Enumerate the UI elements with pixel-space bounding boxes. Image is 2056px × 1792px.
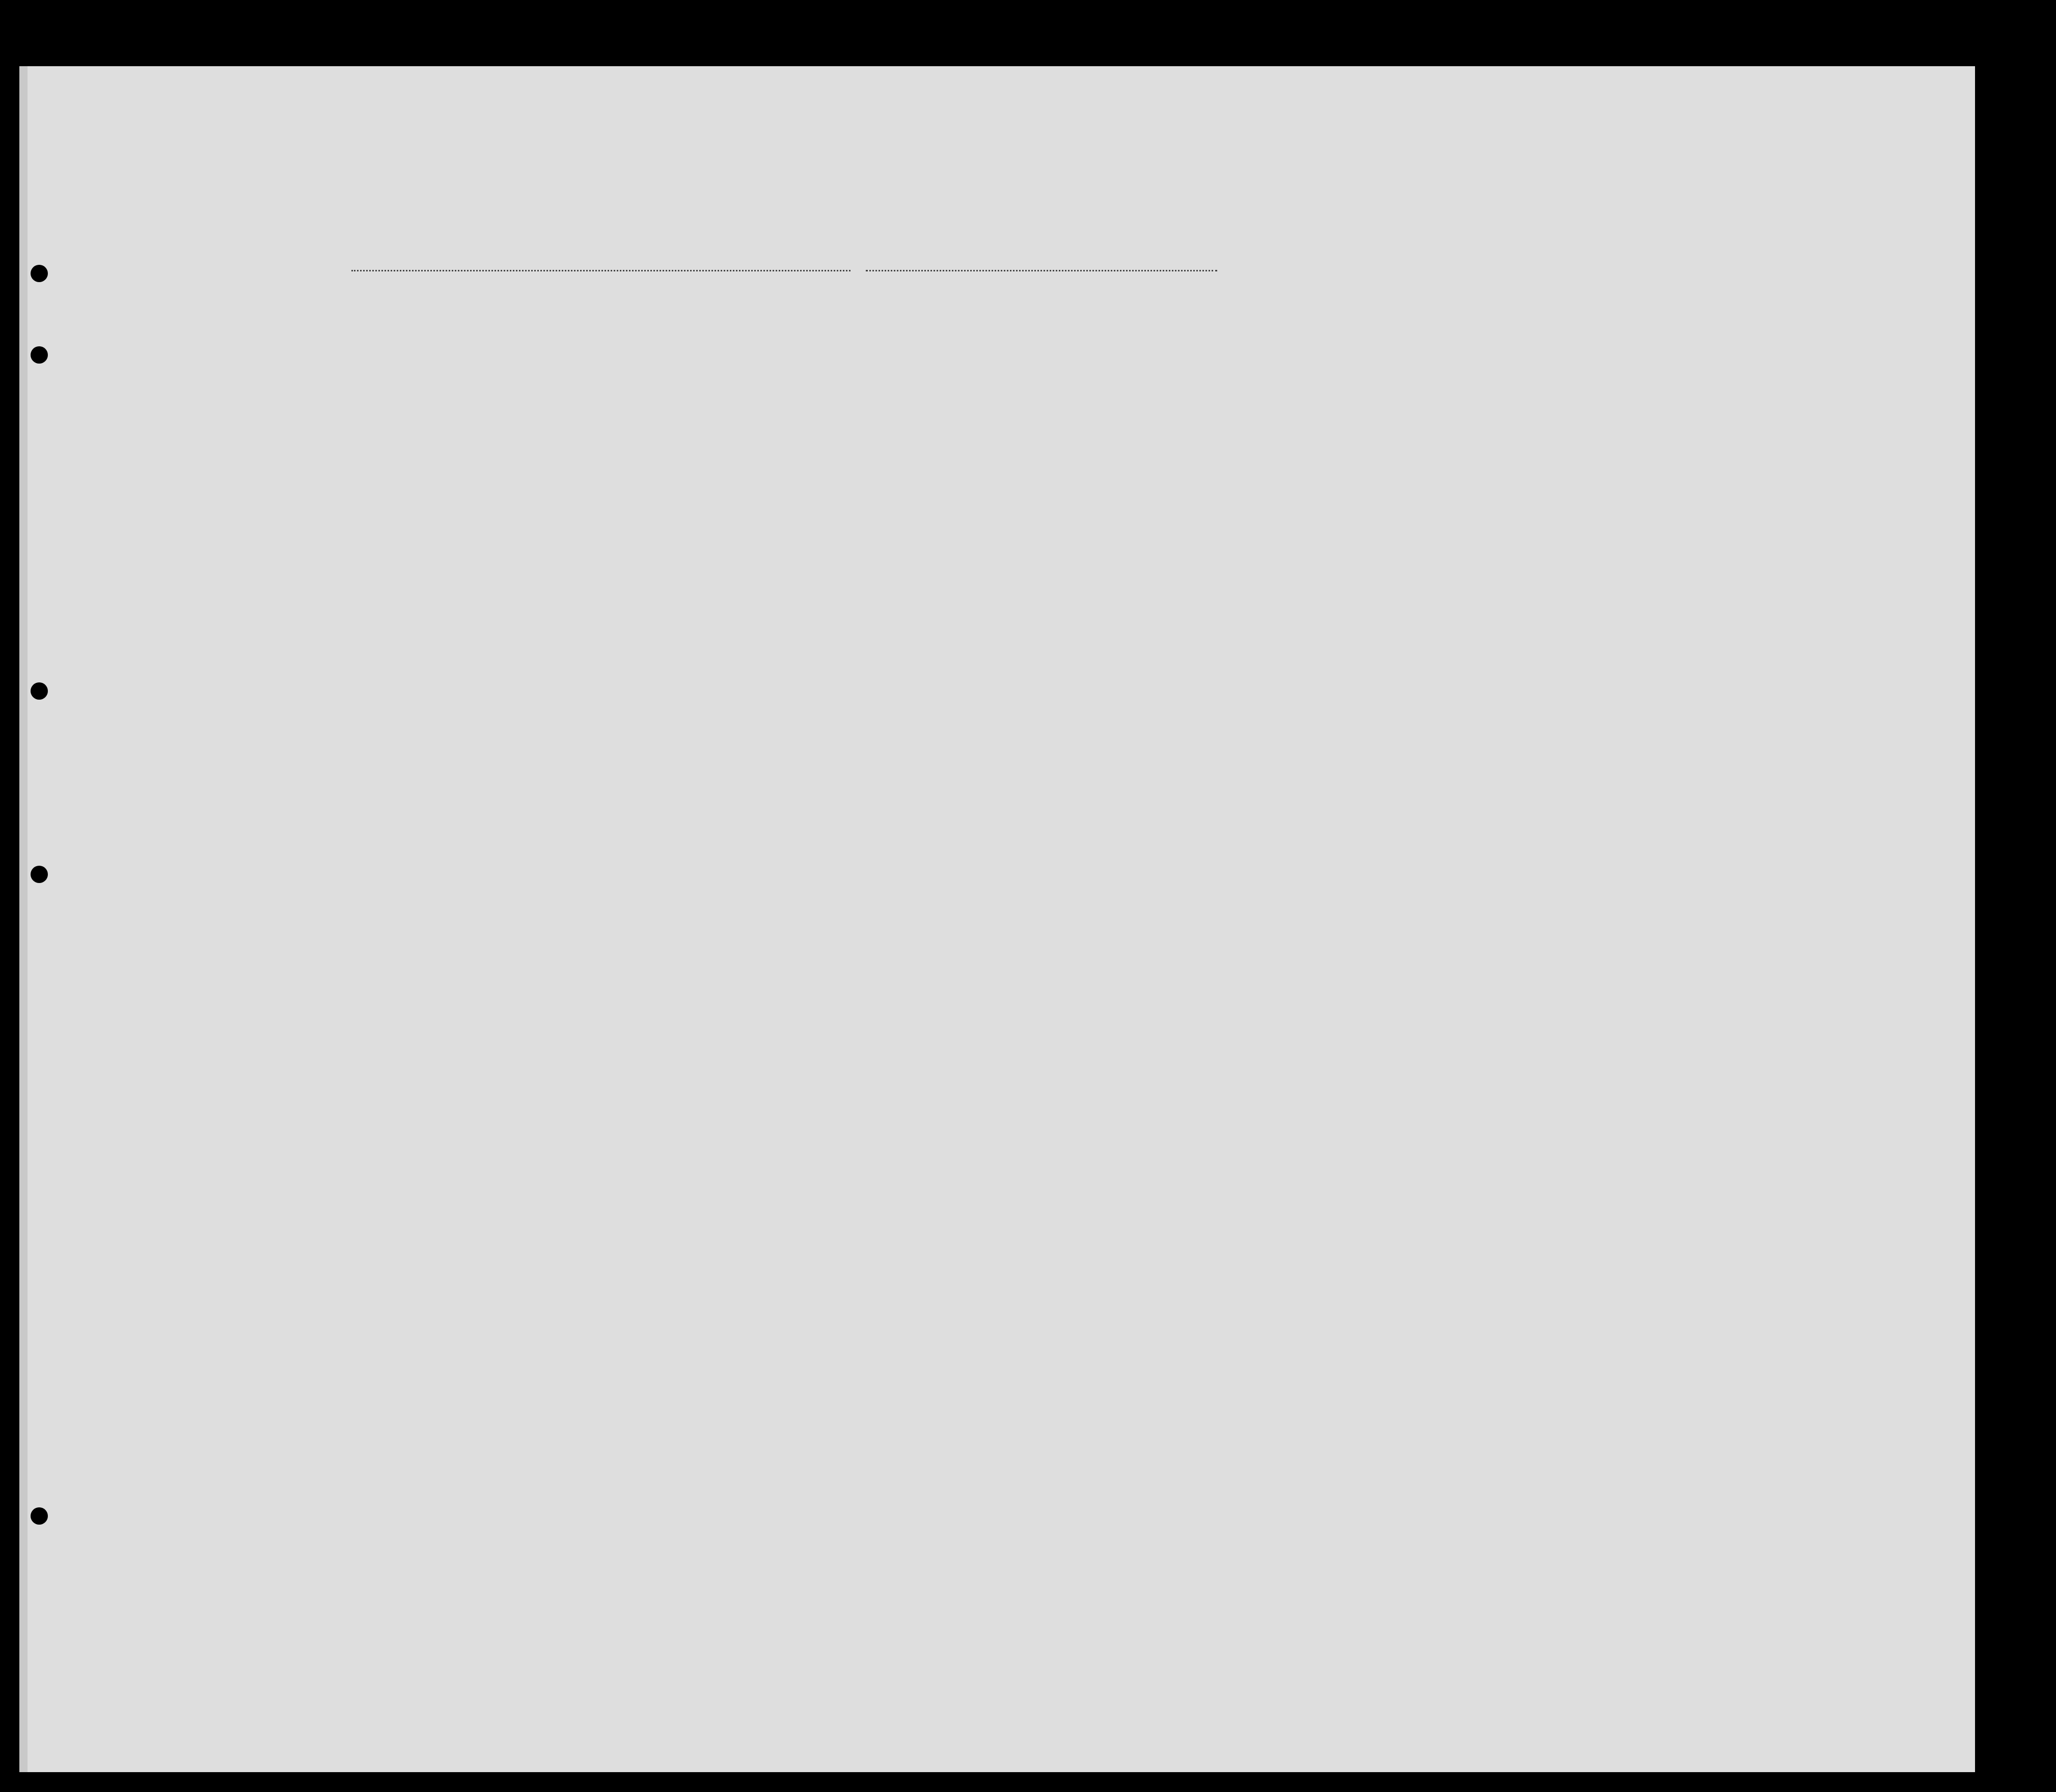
port-line	[351, 270, 851, 271]
manifest-table	[81, 295, 1983, 1614]
punch-hole	[31, 346, 48, 364]
sheet-edge	[19, 66, 28, 1772]
punch-hole	[31, 1507, 48, 1525]
punch-hole	[31, 682, 48, 700]
date-line	[866, 270, 1217, 271]
punch-hole	[31, 866, 48, 883]
punch-hole	[31, 265, 48, 282]
